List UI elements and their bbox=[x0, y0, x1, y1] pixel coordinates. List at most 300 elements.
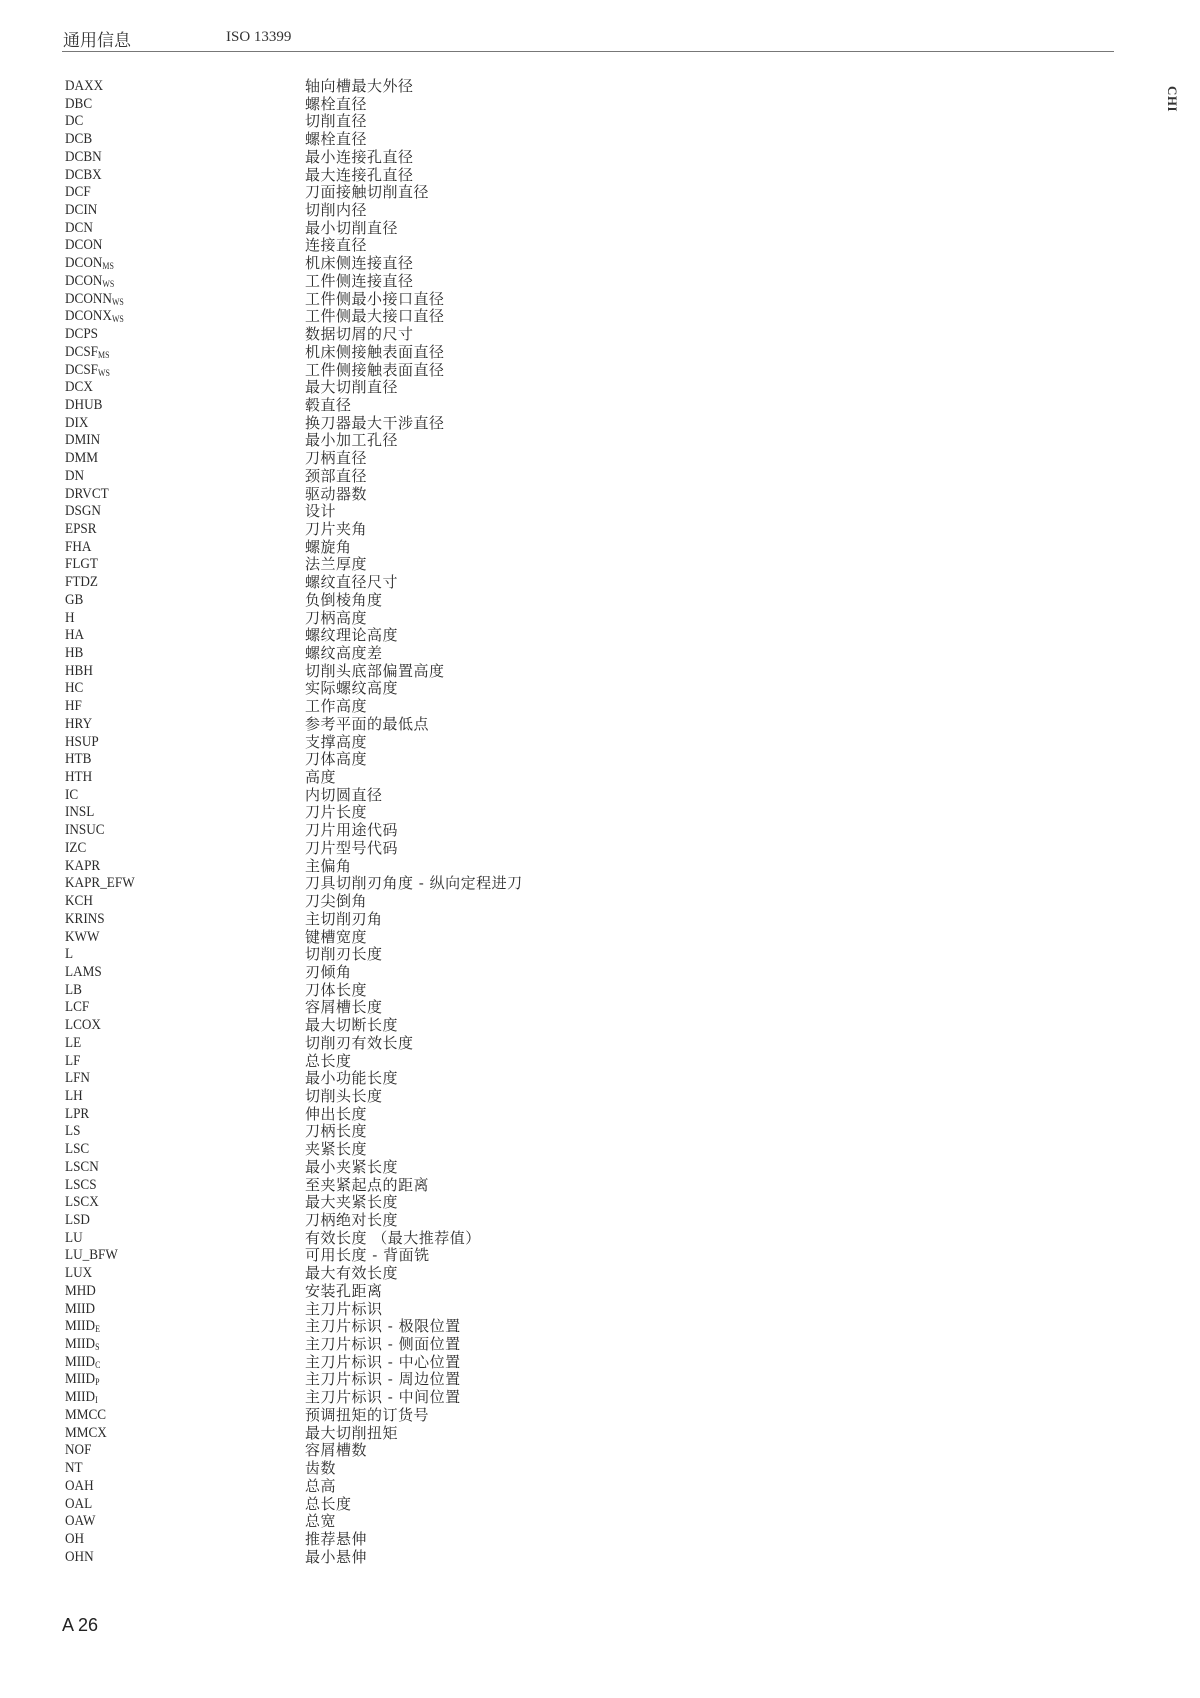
abbreviation-code bbox=[65, 1017, 101, 1035]
list-item bbox=[65, 1230, 765, 1248]
list-item bbox=[65, 308, 765, 326]
list-item bbox=[65, 663, 765, 681]
abbreviation-description: 最小加工孔径 bbox=[305, 431, 399, 450]
abbreviation-code bbox=[65, 326, 98, 344]
abbreviation-description: 切削刃长度 bbox=[305, 945, 383, 964]
code-text: LCF bbox=[65, 999, 90, 1016]
list-item bbox=[65, 946, 765, 964]
abbreviation-description: 刀片用途代码 bbox=[305, 821, 399, 840]
code-text: HRY bbox=[65, 715, 93, 732]
abbreviation-code bbox=[65, 1549, 94, 1567]
list-item bbox=[65, 78, 765, 96]
code-text: LU bbox=[65, 1229, 83, 1246]
list-item bbox=[65, 911, 765, 929]
code-subscript: I bbox=[95, 1395, 98, 1406]
list-item bbox=[65, 1088, 765, 1106]
list-item bbox=[65, 432, 765, 450]
abbreviation-description: 最大切削扭矩 bbox=[305, 1423, 399, 1442]
code-text: OAL bbox=[65, 1495, 93, 1512]
code-subscript: MS bbox=[98, 349, 110, 360]
abbreviation-description: 工件侧接触表面直径 bbox=[305, 360, 445, 379]
abbreviation-code bbox=[65, 1442, 91, 1460]
standard-label: ISO 13399 bbox=[226, 29, 292, 45]
code-text: HTH bbox=[65, 769, 93, 786]
abbreviation-description: 螺旋角 bbox=[305, 537, 352, 556]
abbreviation-description: 最小悬伸 bbox=[305, 1547, 368, 1566]
code-text: DCON bbox=[65, 255, 103, 272]
list-item bbox=[65, 1106, 765, 1124]
abbreviation-code bbox=[65, 1230, 83, 1248]
abbreviation-description: 刀面接触切削直径 bbox=[305, 183, 430, 202]
abbreviation-code bbox=[65, 1053, 80, 1071]
list-item bbox=[65, 875, 765, 893]
list-item bbox=[65, 1442, 765, 1460]
list-item bbox=[65, 1318, 765, 1336]
list-item bbox=[65, 539, 765, 557]
abbreviation-description: 主偏角 bbox=[305, 856, 352, 875]
abbreviation-description: 颈部直径 bbox=[305, 466, 368, 485]
list-item bbox=[65, 167, 765, 185]
language-side-tab: CHI bbox=[1165, 86, 1180, 113]
abbreviation-code bbox=[65, 734, 99, 752]
code-text: HC bbox=[65, 680, 84, 697]
abbreviation-description: 刀片长度 bbox=[305, 803, 368, 822]
code-subscript: P bbox=[95, 1377, 100, 1388]
code-text: MIID bbox=[65, 1353, 96, 1370]
abbreviation-description: 刃倾角 bbox=[305, 962, 352, 981]
abbreviation-description: 安装孔距离 bbox=[305, 1281, 383, 1300]
list-item bbox=[65, 1371, 765, 1389]
list-item bbox=[65, 415, 765, 433]
abbreviation-code bbox=[65, 1407, 106, 1425]
list-item bbox=[65, 1070, 765, 1088]
abbreviation-description: 伸出长度 bbox=[305, 1104, 368, 1123]
abbreviation-code bbox=[65, 1460, 83, 1478]
code-text: OH bbox=[65, 1530, 85, 1547]
list-item bbox=[65, 929, 765, 947]
abbreviation-code bbox=[65, 1425, 107, 1443]
code-text: DCIN bbox=[65, 202, 98, 219]
abbreviation-code bbox=[65, 645, 83, 663]
list-item bbox=[65, 1212, 765, 1230]
abbreviation-description: 刀片夹角 bbox=[305, 519, 368, 538]
list-item bbox=[65, 468, 765, 486]
abbreviation-description: 连接直径 bbox=[305, 236, 368, 255]
abbreviation-code bbox=[65, 1283, 96, 1301]
list-item bbox=[65, 1549, 765, 1567]
abbreviation-description: 齿数 bbox=[305, 1459, 337, 1478]
list-item bbox=[65, 1478, 765, 1496]
code-text: KWW bbox=[65, 928, 100, 945]
abbreviation-description: 最大切断长度 bbox=[305, 1016, 399, 1035]
abbreviation-code bbox=[65, 1318, 100, 1336]
abbreviation-code bbox=[65, 415, 88, 433]
abbreviation-code bbox=[65, 1212, 90, 1230]
list-item bbox=[65, 1265, 765, 1283]
code-text: IC bbox=[65, 786, 79, 803]
abbreviation-code bbox=[65, 397, 102, 415]
code-text: MIID bbox=[65, 1300, 96, 1317]
abbreviation-code bbox=[65, 592, 83, 610]
abbreviation-code bbox=[65, 521, 97, 539]
abbreviation-description: 至夹紧起点的距离 bbox=[305, 1175, 430, 1194]
abbreviation-description: 最大切削直径 bbox=[305, 378, 399, 397]
list-item bbox=[65, 1247, 765, 1265]
abbreviation-code bbox=[65, 362, 110, 380]
list-item bbox=[65, 1159, 765, 1177]
code-text: OHN bbox=[65, 1548, 94, 1565]
code-text: DCX bbox=[65, 379, 93, 396]
header-divider bbox=[62, 51, 1114, 52]
abbreviation-description: 刀体长度 bbox=[305, 980, 368, 999]
code-text: KAPR bbox=[65, 857, 101, 874]
abbreviation-code bbox=[65, 184, 91, 202]
abbreviation-code bbox=[65, 929, 99, 947]
abbreviation-code bbox=[65, 716, 92, 734]
list-item bbox=[65, 1407, 765, 1425]
abbreviation-code bbox=[65, 893, 93, 911]
abbreviation-description: 刀体高度 bbox=[305, 750, 368, 769]
list-item bbox=[65, 1053, 765, 1071]
abbreviation-description: 工件侧最小接口直径 bbox=[305, 289, 445, 308]
code-text: DCON bbox=[65, 272, 103, 289]
abbreviation-description: 容屑槽长度 bbox=[305, 998, 383, 1017]
list-item bbox=[65, 326, 765, 344]
abbreviation-description: 设计 bbox=[305, 502, 337, 521]
code-subscript: WS bbox=[111, 296, 124, 307]
abbreviation-description: 最小夹紧长度 bbox=[305, 1157, 399, 1176]
code-text: LE bbox=[65, 1034, 82, 1051]
abbreviation-code bbox=[65, 1141, 89, 1159]
list-item bbox=[65, 202, 765, 220]
abbreviation-code bbox=[65, 255, 114, 273]
list-item bbox=[65, 999, 765, 1017]
list-item bbox=[65, 858, 765, 876]
code-text: IZC bbox=[65, 839, 87, 856]
abbreviation-code bbox=[65, 911, 105, 929]
abbreviation-code bbox=[65, 1513, 95, 1531]
abbreviation-description: 刀具切削刃角度 - 纵向定程进刀 bbox=[305, 874, 523, 893]
code-text: LSC bbox=[65, 1141, 90, 1158]
list-item bbox=[65, 1194, 765, 1212]
abbreviation-description: 总宽 bbox=[305, 1512, 337, 1531]
page-number: A 26 bbox=[62, 1615, 99, 1635]
list-item bbox=[65, 1141, 765, 1159]
list-item bbox=[65, 804, 765, 822]
abbreviation-code bbox=[65, 858, 100, 876]
list-item bbox=[65, 1123, 765, 1141]
abbreviation-description: 内切圆直径 bbox=[305, 785, 383, 804]
code-text: DHUB bbox=[65, 396, 103, 413]
code-text: NT bbox=[65, 1460, 83, 1477]
code-text: DC bbox=[65, 113, 84, 130]
code-text: HSUP bbox=[65, 733, 99, 750]
abbreviation-code bbox=[65, 946, 73, 964]
list-item bbox=[65, 627, 765, 645]
abbreviation-code bbox=[65, 1070, 90, 1088]
code-text: HTB bbox=[65, 751, 92, 768]
abbreviation-code bbox=[65, 1478, 94, 1496]
code-text: LSD bbox=[65, 1212, 90, 1228]
code-text: FLGT bbox=[65, 556, 98, 573]
abbreviation-description: 键槽宽度 bbox=[305, 927, 368, 946]
list-item bbox=[65, 840, 765, 858]
abbreviation-code bbox=[65, 539, 91, 557]
abbreviation-description: 螺纹高度差 bbox=[305, 644, 383, 662]
abbreviation-description: 驱动器数 bbox=[305, 484, 368, 503]
section-title: 通用信息 bbox=[63, 31, 131, 51]
code-text: DCON bbox=[65, 237, 103, 254]
code-text: DCPS bbox=[65, 326, 99, 343]
code-subscript: WS bbox=[98, 367, 110, 378]
list-item bbox=[65, 698, 765, 716]
abbreviation-code bbox=[65, 574, 98, 592]
code-subscript: WS bbox=[102, 278, 115, 289]
abbreviation-code bbox=[65, 556, 98, 574]
list-item bbox=[65, 1513, 765, 1531]
abbreviation-code bbox=[65, 149, 102, 167]
code-text: LSCN bbox=[65, 1158, 99, 1175]
list-item bbox=[65, 1531, 765, 1549]
list-item bbox=[65, 716, 765, 734]
abbreviation-code bbox=[65, 1123, 80, 1141]
code-text: MIID bbox=[65, 1371, 96, 1388]
code-text: HB bbox=[65, 645, 84, 661]
abbreviation-code bbox=[65, 840, 86, 858]
code-text: DCSF bbox=[65, 361, 99, 378]
abbreviation-description: 预调扭矩的订货号 bbox=[305, 1405, 430, 1424]
abbreviation-code bbox=[65, 503, 101, 521]
abbreviation-code bbox=[65, 308, 124, 326]
code-text: HF bbox=[65, 698, 82, 715]
code-text: LU_BFW bbox=[65, 1247, 118, 1264]
code-text: NOF bbox=[65, 1442, 92, 1459]
abbreviation-code bbox=[65, 964, 102, 982]
abbreviation-code bbox=[65, 96, 92, 114]
abbreviation-description: 毂直径 bbox=[305, 395, 352, 414]
list-item bbox=[65, 397, 765, 415]
abbreviation-description: 切削头长度 bbox=[305, 1086, 383, 1105]
abbreviation-code bbox=[65, 627, 84, 645]
abbreviation-code bbox=[65, 486, 109, 504]
abbreviation-code bbox=[65, 344, 109, 362]
list-item bbox=[65, 184, 765, 202]
abbreviation-code bbox=[65, 113, 83, 131]
abbreviation-description: 最大夹紧长度 bbox=[305, 1193, 399, 1212]
code-text: DRVCT bbox=[65, 485, 109, 502]
code-text: INSL bbox=[65, 804, 95, 821]
abbreviation-description: 主刀片标识 - 周边位置 bbox=[305, 1370, 461, 1389]
abbreviation-description: 刀尖倒角 bbox=[305, 892, 368, 911]
abbreviation-description: 支撑高度 bbox=[305, 732, 368, 751]
abbreviation-code bbox=[65, 698, 82, 716]
list-item bbox=[65, 255, 765, 273]
abbreviation-description: 螺纹理论高度 bbox=[305, 626, 399, 645]
abbreviation-description: 参考平面的最低点 bbox=[305, 714, 430, 733]
abbreviation-description: 主切削刃角 bbox=[305, 909, 383, 928]
list-item bbox=[65, 344, 765, 362]
code-text: LS bbox=[65, 1123, 81, 1140]
code-subscript: E bbox=[95, 1324, 100, 1335]
abbreviation-description: 换刀器最大干涉直径 bbox=[305, 413, 445, 432]
list-item bbox=[65, 273, 765, 291]
code-text: LCOX bbox=[65, 1017, 101, 1034]
abbreviation-code bbox=[65, 273, 114, 291]
code-text: KAPR_EFW bbox=[65, 875, 135, 892]
code-text: DAXX bbox=[65, 78, 104, 94]
list-item bbox=[65, 574, 765, 592]
abbreviation-description: 切削直径 bbox=[305, 112, 368, 131]
list-item bbox=[65, 486, 765, 504]
abbreviation-description: 刀片型号代码 bbox=[305, 838, 399, 857]
code-text: LH bbox=[65, 1087, 83, 1104]
abbreviation-code bbox=[65, 1354, 100, 1372]
code-text: FTDZ bbox=[65, 574, 98, 591]
code-text: DCBX bbox=[65, 166, 102, 183]
code-text: MIID bbox=[65, 1336, 96, 1353]
list-item bbox=[65, 556, 765, 574]
list-item bbox=[65, 1017, 765, 1035]
abbreviation-description: 机床侧连接直径 bbox=[305, 254, 414, 273]
list-item bbox=[65, 1460, 765, 1478]
abbreviation-description: 实际螺纹高度 bbox=[305, 679, 399, 698]
abbreviation-description: 机床侧接触表面直径 bbox=[305, 342, 445, 361]
code-text: KCH bbox=[65, 893, 93, 910]
abbreviation-code bbox=[65, 1035, 81, 1053]
abbreviation-code bbox=[65, 1088, 83, 1106]
abbreviation-description: 有效长度 （最大推荐值） bbox=[305, 1228, 481, 1247]
abbreviation-code bbox=[65, 1106, 89, 1124]
list-item bbox=[65, 1336, 765, 1354]
abbreviation-description: 夹紧长度 bbox=[305, 1140, 368, 1159]
abbreviation-description: 螺栓直径 bbox=[305, 94, 368, 113]
abbreviation-description: 主刀片标识 bbox=[305, 1299, 383, 1318]
abbreviation-description: 轴向槽最大外径 bbox=[305, 77, 414, 95]
list-item bbox=[65, 751, 765, 769]
abbreviation-code bbox=[65, 1371, 99, 1389]
abbreviation-code bbox=[65, 450, 98, 468]
abbreviation-code bbox=[65, 1265, 92, 1283]
abbreviation-code bbox=[65, 610, 75, 628]
list-item bbox=[65, 734, 765, 752]
abbreviation-description: 最大有效长度 bbox=[305, 1264, 399, 1283]
abbreviation-description: 切削内径 bbox=[305, 201, 368, 220]
code-text: EPSR bbox=[65, 520, 97, 537]
code-text: INSUC bbox=[65, 822, 105, 839]
code-text: DIX bbox=[65, 414, 89, 431]
abbreviation-description: 刀柄绝对长度 bbox=[305, 1211, 399, 1229]
list-item bbox=[65, 1354, 765, 1372]
code-text: DCONX bbox=[65, 308, 112, 325]
code-text: KRINS bbox=[65, 910, 105, 927]
abbreviation-description: 高度 bbox=[305, 768, 337, 787]
abbreviation-description: 容屑槽数 bbox=[305, 1441, 368, 1460]
abbreviation-description: 主刀片标识 - 中间位置 bbox=[305, 1388, 461, 1407]
abbreviation-description: 切削刃有效长度 bbox=[305, 1033, 414, 1052]
abbreviation-code bbox=[65, 787, 78, 805]
abbreviation-description: 主刀片标识 - 极限位置 bbox=[305, 1317, 461, 1336]
list-item bbox=[65, 113, 765, 131]
list-item bbox=[65, 680, 765, 698]
abbreviation-code bbox=[65, 1531, 84, 1549]
code-text: OAW bbox=[65, 1513, 96, 1530]
code-text: LPR bbox=[65, 1105, 90, 1122]
code-text: MMCX bbox=[65, 1424, 107, 1441]
abbreviation-description: 总高 bbox=[305, 1476, 337, 1495]
code-subscript: WS bbox=[111, 314, 124, 325]
list-item bbox=[65, 787, 765, 805]
code-text: LF bbox=[65, 1052, 81, 1069]
list-item bbox=[65, 1389, 765, 1407]
abbreviation-description: 负倒棱角度 bbox=[305, 590, 383, 609]
abbreviation-description: 工件侧连接直径 bbox=[305, 271, 414, 290]
code-text: DCB bbox=[65, 131, 93, 148]
code-text: H bbox=[65, 609, 75, 626]
code-text: DMM bbox=[65, 450, 99, 467]
abbreviation-description: 法兰厚度 bbox=[305, 555, 368, 574]
abbreviation-code bbox=[65, 167, 102, 185]
list-item bbox=[65, 1283, 765, 1301]
list-item bbox=[65, 822, 765, 840]
list-item bbox=[65, 645, 765, 663]
list-item bbox=[65, 96, 765, 114]
list-item bbox=[65, 610, 765, 628]
list-item bbox=[65, 1496, 765, 1514]
abbreviation-code bbox=[65, 1247, 118, 1265]
list-item bbox=[65, 379, 765, 397]
abbreviation-code bbox=[65, 769, 92, 787]
code-subscript: C bbox=[95, 1359, 101, 1370]
abbreviation-description: 总长度 bbox=[305, 1494, 352, 1513]
abbreviation-code bbox=[65, 220, 93, 238]
list-item bbox=[65, 237, 765, 255]
abbreviation-description: 最大连接孔直径 bbox=[305, 165, 414, 184]
code-text: L bbox=[65, 946, 74, 963]
list-item bbox=[65, 592, 765, 610]
abbreviation-description: 螺栓直径 bbox=[305, 130, 368, 149]
abbreviation-code bbox=[65, 999, 89, 1017]
abbreviation-code bbox=[65, 1159, 99, 1177]
code-text: LUX bbox=[65, 1265, 93, 1282]
abbreviation-code bbox=[65, 982, 82, 1000]
code-text: DCBN bbox=[65, 148, 102, 165]
list-item bbox=[65, 149, 765, 167]
code-subscript: MS bbox=[102, 261, 114, 272]
code-text: HBH bbox=[65, 662, 93, 679]
code-text: DCSF bbox=[65, 343, 99, 360]
abbreviation-code bbox=[65, 202, 97, 220]
list-item bbox=[65, 450, 765, 468]
code-text: MIID bbox=[65, 1389, 96, 1406]
abbreviation-code bbox=[65, 1194, 99, 1212]
list-item bbox=[65, 220, 765, 238]
code-text: FHA bbox=[65, 538, 92, 555]
abbreviation-code bbox=[65, 1336, 99, 1354]
list-item bbox=[65, 893, 765, 911]
list-item bbox=[65, 521, 765, 539]
abbreviation-code bbox=[65, 751, 91, 769]
abbreviation-code bbox=[65, 78, 103, 96]
list-item bbox=[65, 1425, 765, 1443]
code-text: DCF bbox=[65, 184, 91, 201]
abbreviation-description: 可用长度 - 背面铣 bbox=[305, 1246, 430, 1265]
list-item bbox=[65, 1177, 765, 1195]
abbreviation-description: 最小连接孔直径 bbox=[305, 147, 414, 166]
code-text: DCONN bbox=[65, 290, 112, 307]
abbreviation-description: 主刀片标识 - 中心位置 bbox=[305, 1352, 461, 1371]
abbreviation-code bbox=[65, 468, 84, 486]
list-item bbox=[65, 291, 765, 309]
